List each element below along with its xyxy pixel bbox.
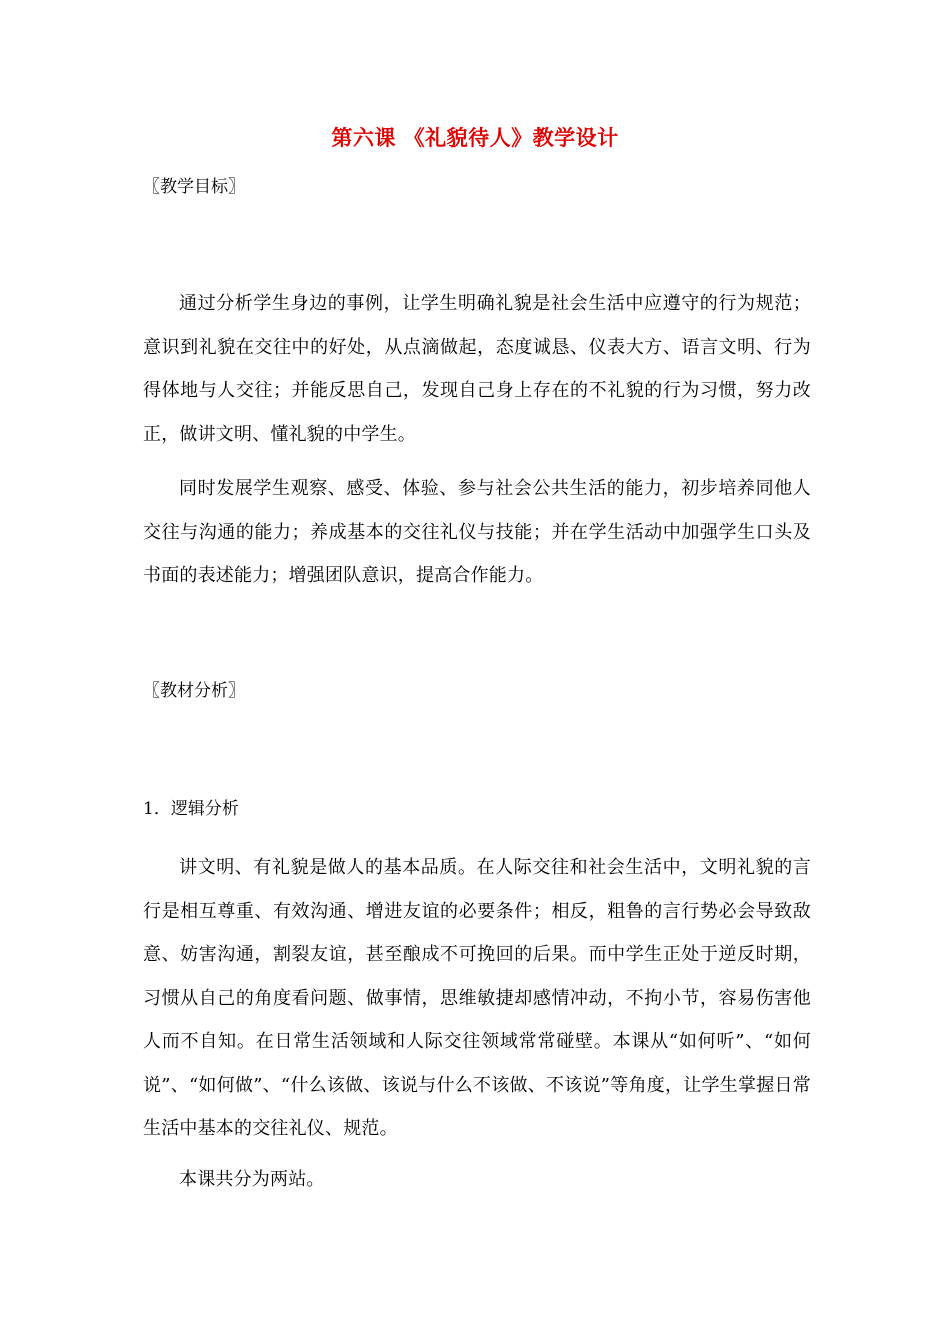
section-heading-analysis: 〖教材分析〗 <box>143 681 245 701</box>
subsection-heading-logic: 1．逻辑分析 <box>143 799 239 819</box>
objectives-paragraph-2: 同时发展学生观察、感受、体验、参与社会公共生活的能力，初步培养同他人交往与沟通的能力；养成基本的交往礼仪与技能；并在学生活动中加强学生口头及书面的表述能力；增强团队意识，提高合作能力。 <box>143 478 811 586</box>
analysis-paragraph-2: 本课共分为两站。 <box>179 1169 325 1190</box>
analysis-paragraph-1: 讲文明、有礼貌是做人的基本品质。在人际交往和社会生活中，文明礼貌的言行是相互尊重、有效沟通、增进友谊的必要条件；相反，粗鲁的言行势必会导致敌意、妨害沟通，割裂友谊，甚至酿成不可挽回的后果。而中学生正处于逆反时期，习惯从自己的角度看问题、做事情，思维敏捷却感情冲动，不拘小节，容易伤害他人而不自知。在日常生活领域和人际交往领域常常碰壁。本课从“如何听”、“如何说”、“如何做”、“什么该做、该说与什么不该做、不该说”等角度，让学生掌握日常生活中基本的交往礼仪、规范。 <box>143 857 811 1139</box>
objectives-paragraph-1: 通过分析学生身边的事例，让学生明确礼貌是社会生活中应遵守的行为规范；意识到礼貌在交往中的好处，从点滴做起，态度诚恳、仪表大方、语言文明、行为得体地与人交往；并能反思自己，发现自己身上存在的不礼貌的行为习惯，努力改正，做讲文明、懂礼貌的中学生。 <box>143 293 811 445</box>
document-title: 第六课 《礼貌待人》教学设计 <box>331 126 619 150</box>
section-heading-objectives: 〖教学目标〗 <box>143 177 245 197</box>
